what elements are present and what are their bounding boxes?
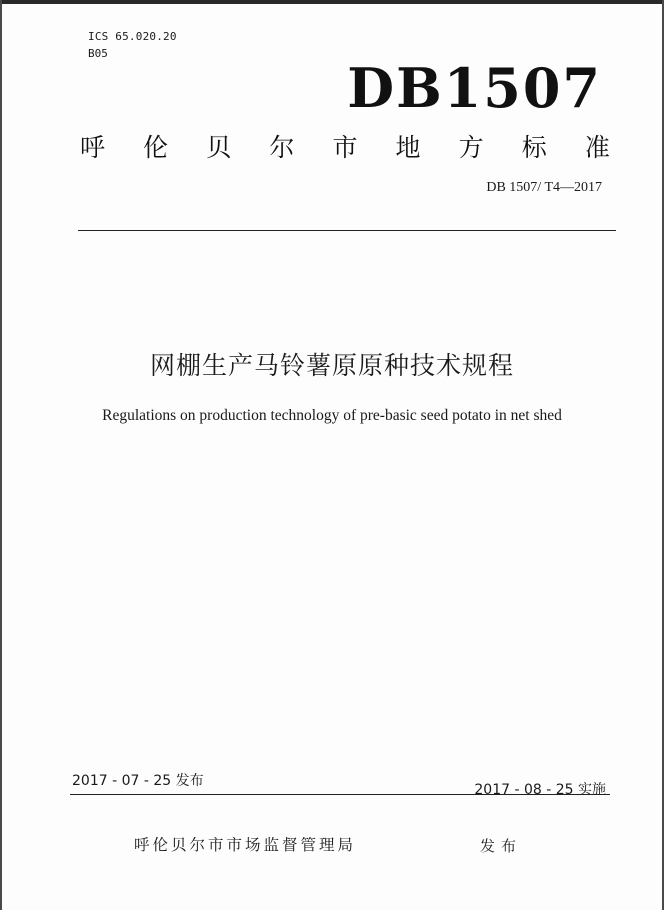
issuing-authority: 呼伦贝尔市市场监督管理局 — [134, 836, 357, 854]
standard-type-char: 伦 — [143, 133, 169, 162]
document-title-chinese: 网棚生产马铃薯原原种技术规程 — [149, 351, 514, 380]
publish-date: 2017 - 07 - 25 发布 — [72, 773, 204, 789]
standard-type-char: 方 — [458, 133, 484, 162]
standard-number: DB 1507/ T4—2017 — [486, 180, 602, 195]
footer-divider — [70, 794, 610, 795]
standard-type-title — [80, 128, 610, 164]
standard-type-char: 地 — [395, 133, 421, 162]
db-logo: DB1507 — [347, 56, 602, 120]
scan-edge-left — [0, 0, 2, 910]
ics-code: ICS 65.020.20 — [88, 30, 177, 43]
standard-type-char: 呼 — [80, 133, 106, 162]
issue-label: 发布 — [480, 837, 523, 855]
standard-type-char: 准 — [584, 133, 610, 162]
scan-edge-top — [0, 0, 664, 4]
header-divider — [78, 230, 616, 231]
implement-date: 2017 - 08 - 25 实施 — [474, 782, 606, 798]
ccs-code: B05 — [88, 47, 108, 60]
standard-type-char: 尔 — [269, 133, 295, 162]
standard-type-char: 贝 — [206, 133, 232, 162]
standard-type-char: 市 — [332, 133, 358, 162]
standard-type-char: 标 — [521, 133, 547, 162]
document-title-english: Regulations on production technology of pre-basic seed potato in net shed — [102, 407, 562, 424]
